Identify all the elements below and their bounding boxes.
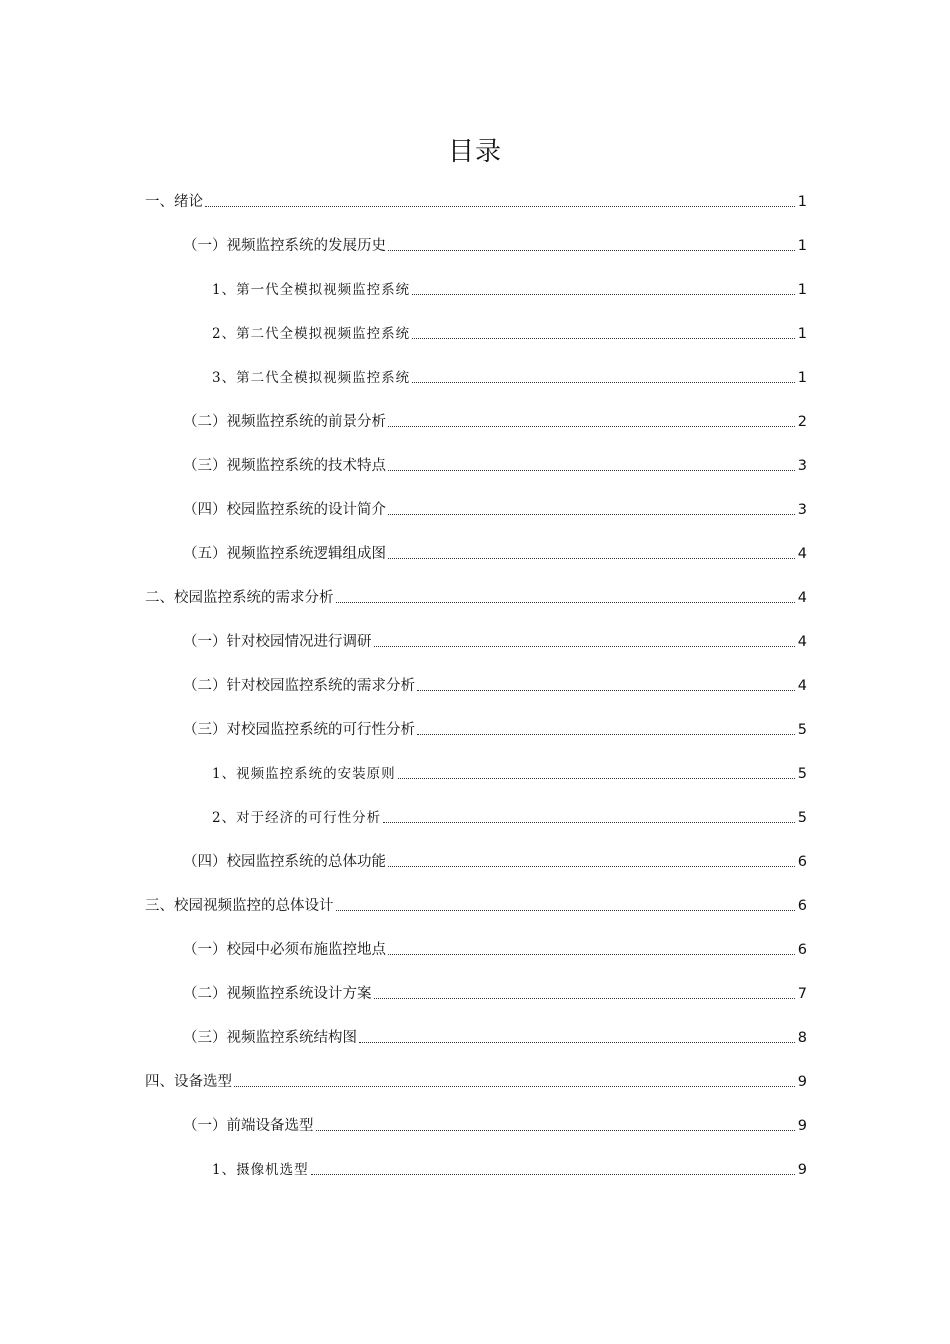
- leader-dots: [374, 646, 795, 647]
- toc-entry[interactable]: [183, 846, 807, 872]
- toc-entry-page: 4: [797, 590, 807, 606]
- toc-entry[interactable]: [212, 318, 807, 344]
- leader-dots: [388, 866, 795, 867]
- leader-dots: [412, 338, 795, 339]
- toc-entry-page: 6: [797, 854, 807, 870]
- leader-dots: [412, 294, 795, 295]
- toc-entry-label: 1、第一代全模拟视频监控系统: [212, 282, 411, 298]
- toc-entry-label: （一）针对校园情况进行调研: [183, 634, 372, 650]
- toc-entry[interactable]: [183, 450, 807, 476]
- toc-entry[interactable]: [183, 230, 807, 256]
- toc-entry-page: 4: [797, 634, 807, 650]
- toc-entry-label: 二、校园监控系统的需求分析: [145, 590, 334, 606]
- leader-dots: [336, 602, 795, 603]
- toc-entry-page: 4: [797, 678, 807, 694]
- toc-entry-page: 2: [797, 414, 807, 430]
- toc-title: 目录: [447, 137, 502, 167]
- leader-dots: [388, 514, 795, 515]
- toc-entry-page: 8: [797, 1030, 807, 1046]
- toc-entry-label: （一）前端设备选型: [183, 1118, 314, 1134]
- leader-dots: [388, 470, 795, 471]
- toc-entry[interactable]: [183, 714, 807, 740]
- toc-entry-page: 5: [797, 722, 807, 738]
- leader-dots: [388, 954, 795, 955]
- toc-entry-page: 5: [797, 766, 807, 782]
- toc-entry-page: 1: [797, 282, 807, 298]
- toc-entry-label: （二）针对校园监控系统的需求分析: [183, 678, 415, 694]
- leader-dots: [205, 206, 795, 207]
- toc-entry-label: （三）视频监控系统结构图: [183, 1030, 357, 1046]
- toc-entry[interactable]: [183, 1110, 807, 1136]
- leader-dots: [388, 426, 795, 427]
- toc-entry[interactable]: [183, 538, 807, 564]
- leader-dots: [388, 250, 795, 251]
- toc-entry-page: 7: [797, 986, 807, 1002]
- toc-entry[interactable]: [145, 890, 807, 916]
- leader-dots: [412, 382, 795, 383]
- toc-entry-page: 1: [797, 326, 807, 342]
- toc-entry[interactable]: [212, 802, 807, 828]
- toc-entry-page: 4: [797, 546, 807, 562]
- toc-entry-label: 3、第二代全模拟视频监控系统: [212, 370, 411, 386]
- toc-entry[interactable]: [183, 626, 807, 652]
- leader-dots: [388, 558, 795, 559]
- toc-entry-label: （三）视频监控系统的技术特点: [183, 458, 386, 474]
- toc-entry[interactable]: [212, 362, 807, 388]
- toc-entry-page: 5: [797, 810, 807, 826]
- toc-entry-page: 9: [797, 1074, 807, 1090]
- leader-dots: [316, 1130, 795, 1131]
- toc-entry[interactable]: [145, 582, 807, 608]
- toc-entry-page: 6: [797, 898, 807, 914]
- leader-dots: [336, 910, 795, 911]
- toc-entry-label: （二）视频监控系统的前景分析: [183, 414, 386, 430]
- leader-dots: [311, 1174, 795, 1175]
- toc-entry-page: 1: [797, 370, 807, 386]
- toc-entry-label: （五）视频监控系统逻辑组成图: [183, 546, 386, 562]
- leader-dots: [374, 998, 795, 999]
- leader-dots: [383, 822, 795, 823]
- toc-entry[interactable]: [183, 978, 807, 1004]
- leader-dots: [359, 1042, 795, 1043]
- toc-entry[interactable]: [183, 1022, 807, 1048]
- leader-dots: [417, 734, 795, 735]
- leader-dots: [417, 690, 795, 691]
- toc-entry-page: 9: [797, 1162, 807, 1178]
- toc-entry-page: 3: [797, 458, 807, 474]
- leader-dots: [234, 1086, 795, 1087]
- toc-entry-page: 3: [797, 502, 807, 518]
- toc-entry[interactable]: [145, 1066, 807, 1092]
- toc-entry-label: （四）校园监控系统的总体功能: [183, 854, 386, 870]
- toc-entry-label: 三、校园视频监控的总体设计: [145, 898, 334, 914]
- toc-entry[interactable]: [183, 406, 807, 432]
- toc-entry-label: （一）视频监控系统的发展历史: [183, 238, 386, 254]
- toc-entry-page: 1: [797, 238, 807, 254]
- toc-entry-label: （二）视频监控系统设计方案: [183, 986, 372, 1002]
- leader-dots: [398, 778, 795, 779]
- toc-entry[interactable]: [183, 670, 807, 696]
- toc-entry-page: 9: [797, 1118, 807, 1134]
- toc-entry-label: 四、设备选型: [145, 1074, 232, 1090]
- toc-entry-label: （三）对校园监控系统的可行性分析: [183, 722, 415, 738]
- toc-entry-label: （一）校园中必须布施监控地点: [183, 942, 386, 958]
- toc-entry[interactable]: [212, 758, 807, 784]
- toc-entry[interactable]: [183, 934, 807, 960]
- toc-entry-label: 一、绪论: [145, 194, 203, 210]
- toc-entry-label: 2、对于经济的可行性分析: [212, 810, 382, 826]
- toc-entry[interactable]: [212, 274, 807, 300]
- toc-entry-label: 2、第二代全模拟视频监控系统: [212, 326, 411, 342]
- toc-entry-label: 1、视频监控系统的安装原则: [212, 766, 396, 782]
- toc-entry-page: 6: [797, 942, 807, 958]
- toc-entry[interactable]: [183, 494, 807, 520]
- toc-entry[interactable]: [212, 1154, 807, 1180]
- toc-entry-label: （四）校园监控系统的设计简介: [183, 502, 386, 518]
- toc-entry-label: 1、摄像机选型: [212, 1162, 309, 1178]
- toc-entry-page: 1: [797, 194, 807, 210]
- toc-entry[interactable]: [145, 186, 807, 212]
